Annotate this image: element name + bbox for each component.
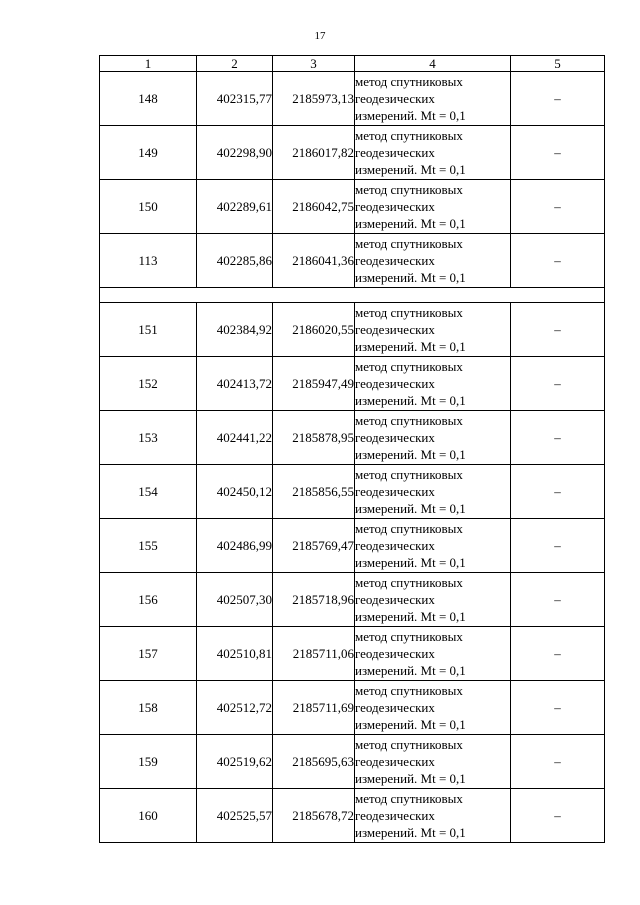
empty-value-dash: – [511,126,605,180]
method-description [355,681,511,735]
method-line-1: метод спутниковых [355,305,463,320]
coordinate-y: 2185695,63 [273,735,355,789]
coordinate-y: 2185947,49 [273,357,355,411]
coordinate-x: 402507,30 [197,573,273,627]
header-cell-5: 5 [511,56,605,72]
table-row [100,72,605,126]
method-line-2: геодезических [355,754,435,769]
method-description [355,411,511,465]
coordinate-x: 402384,92 [197,303,273,357]
page-number: 17 [314,30,326,42]
table-row [100,519,605,573]
method-line-3: измерений. Mt = 0,1 [355,393,466,408]
method-line-2: геодезических [355,376,435,391]
point-number: 150 [100,180,197,234]
method-line-1: метод спутниковых [355,683,463,698]
point-number: 155 [100,519,197,573]
header-cell-1: 1 [100,56,197,72]
point-number: 154 [100,465,197,519]
table-row [100,789,605,843]
method-line-2: геодезических [355,700,435,715]
point-number: 156 [100,573,197,627]
method-line-2: геодезических [355,538,435,553]
method-line-2: геодезических [355,91,435,106]
method-line-2: геодезических [355,253,435,268]
empty-value-dash: – [511,681,605,735]
method-line-2: геодезических [355,646,435,661]
coordinate-y: 2186017,82 [273,126,355,180]
method-line-3: измерений. Mt = 0,1 [355,108,466,123]
method-line-2: геодезических [355,484,435,499]
coordinate-x: 402285,86 [197,234,273,288]
method-line-3: измерений. Mt = 0,1 [355,270,466,285]
point-number: 149 [100,126,197,180]
header-row [100,56,605,72]
method-description [355,126,511,180]
coordinate-y: 2185678,72 [273,789,355,843]
method-description [355,357,511,411]
coordinate-x: 402450,12 [197,465,273,519]
method-line-1: метод спутниковых [355,74,463,89]
point-number: 153 [100,411,197,465]
empty-value-dash: – [511,627,605,681]
table-row [100,681,605,735]
empty-value-dash: – [511,573,605,627]
point-number: 160 [100,789,197,843]
method-description [355,789,511,843]
method-description [355,72,511,126]
method-description [355,735,511,789]
method-line-3: измерений. Mt = 0,1 [355,339,466,354]
coordinate-y: 2186041,36 [273,234,355,288]
table-row [100,126,605,180]
coordinate-x: 402441,22 [197,411,273,465]
method-line-2: геодезических [355,430,435,445]
method-line-3: измерений. Mt = 0,1 [355,825,466,840]
coordinate-y: 2185973,13 [273,72,355,126]
table-row [100,735,605,789]
coordinate-y: 2185711,69 [273,681,355,735]
method-line-3: измерений. Mt = 0,1 [355,162,466,177]
coordinate-y: 2186042,75 [273,180,355,234]
method-line-1: метод спутниковых [355,128,463,143]
point-number: 148 [100,72,197,126]
coordinate-y: 2185711,06 [273,627,355,681]
method-line-1: метод спутниковых [355,575,463,590]
method-line-1: метод спутниковых [355,467,463,482]
point-number: 151 [100,303,197,357]
table-row [100,411,605,465]
method-line-3: измерений. Mt = 0,1 [355,447,466,462]
method-line-2: геодезических [355,592,435,607]
coordinate-x: 402512,72 [197,681,273,735]
method-description [355,573,511,627]
coordinate-x: 402289,61 [197,180,273,234]
point-number: 159 [100,735,197,789]
coordinate-y: 2185856,55 [273,465,355,519]
point-number: 113 [100,234,197,288]
point-number: 152 [100,357,197,411]
empty-value-dash: – [511,72,605,126]
method-line-3: измерений. Mt = 0,1 [355,717,466,732]
coordinate-x: 402510,81 [197,627,273,681]
method-line-1: метод спутниковых [355,413,463,428]
method-line-2: геодезических [355,808,435,823]
coordinate-x: 402315,77 [197,72,273,126]
coordinate-y: 2185878,95 [273,411,355,465]
method-line-3: измерений. Mt = 0,1 [355,555,466,570]
method-description [355,234,511,288]
method-line-3: измерений. Mt = 0,1 [355,501,466,516]
empty-value-dash: – [511,519,605,573]
empty-value-dash: – [511,789,605,843]
empty-value-dash: – [511,303,605,357]
method-line-2: геодезических [355,145,435,160]
table-row [100,180,605,234]
method-line-1: метод спутниковых [355,182,463,197]
method-line-3: измерений. Mt = 0,1 [355,216,466,231]
coordinate-x: 402486,99 [197,519,273,573]
method-line-3: измерений. Mt = 0,1 [355,771,466,786]
coordinate-y: 2185769,47 [273,519,355,573]
empty-value-dash: – [511,357,605,411]
method-line-1: метод спутниковых [355,236,463,251]
method-description [355,465,511,519]
method-line-1: метод спутниковых [355,521,463,536]
coordinate-x: 402298,90 [197,126,273,180]
method-line-1: метод спутниковых [355,791,463,806]
method-line-3: измерений. Mt = 0,1 [355,609,466,624]
coordinate-x: 402525,57 [197,789,273,843]
method-line-1: метод спутниковых [355,629,463,644]
table-row [100,234,605,288]
header-cell-3: 3 [273,56,355,72]
empty-value-dash: – [511,465,605,519]
empty-value-dash: – [511,234,605,288]
table-row [100,303,605,357]
method-line-2: геодезических [355,199,435,214]
separator-row [100,288,605,303]
method-line-1: метод спутниковых [355,737,463,752]
header-cell-4: 4 [355,56,511,72]
method-line-2: геодезических [355,322,435,337]
point-number: 157 [100,627,197,681]
method-line-3: измерений. Mt = 0,1 [355,663,466,678]
point-number: 158 [100,681,197,735]
table-row [100,465,605,519]
method-line-1: метод спутниковых [355,359,463,374]
coordinate-x: 402413,72 [197,357,273,411]
separator-cell [100,288,605,303]
method-description [355,519,511,573]
method-description [355,303,511,357]
table-row [100,627,605,681]
empty-value-dash: – [511,411,605,465]
coordinate-y: 2186020,55 [273,303,355,357]
table-row [100,357,605,411]
coordinates-table [99,55,605,843]
empty-value-dash: – [511,735,605,789]
empty-value-dash: – [511,180,605,234]
coordinate-y: 2185718,96 [273,573,355,627]
coordinate-x: 402519,62 [197,735,273,789]
table-row [100,573,605,627]
method-description [355,180,511,234]
method-description [355,627,511,681]
header-cell-2: 2 [197,56,273,72]
